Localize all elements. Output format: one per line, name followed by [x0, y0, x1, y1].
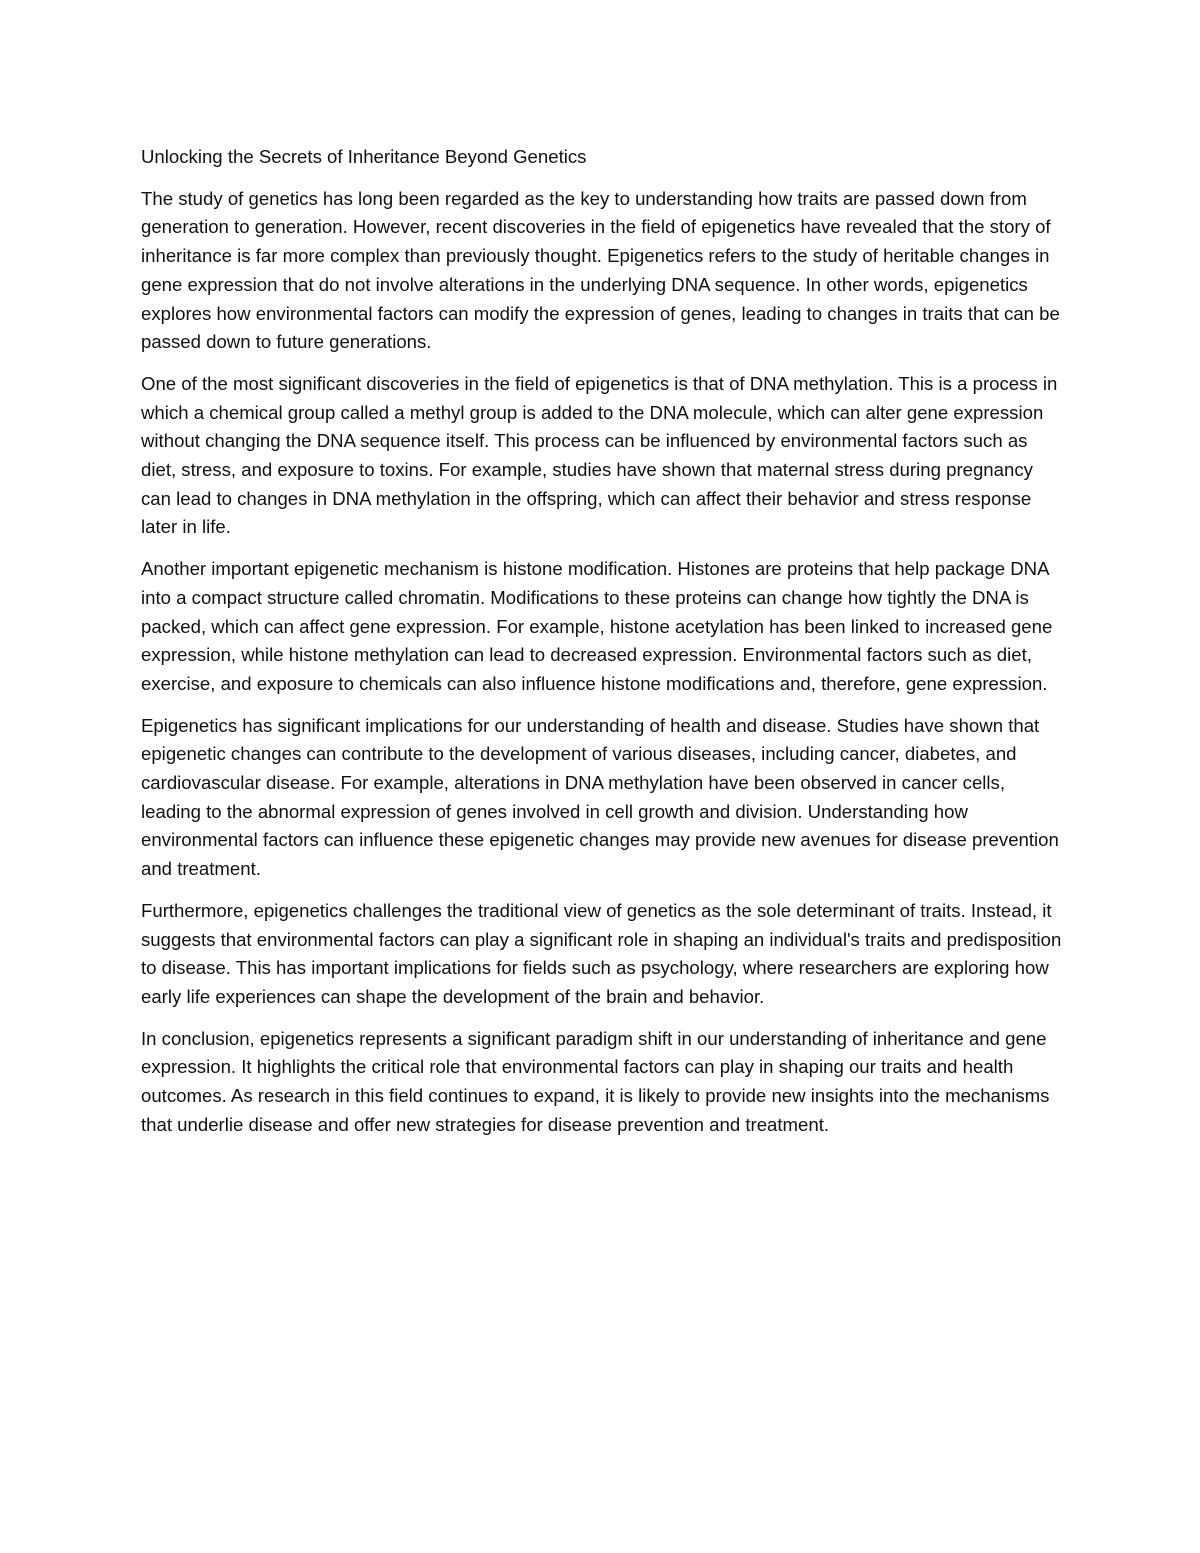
paragraph-intro: The study of genetics has long been regarded as the key to understanding how traits are passed down from generation to generation. However, recent discoveries in the field of epigenetics have revealed that the story of inheritance is far more complex than previously thought. Epigenetics refers to the study of heritable changes in gene expression that do not involve alterations in the underlying DNA sequence. In other words, epigenetics explores how environmental factors can modify the expression of genes, leading to changes in traits that can be passed down to future generations.: [141, 187, 1060, 353]
paragraph-dna-methylation: One of the most significant discoveries in the field of epigenetics is that of DNA methylation. This is a process in which a chemical group called a methyl group is added to the DNA molecule, which can alter gene expression without changing the DNA sequence itself. This process can be influenced by environmental factors such as diet, stress, and exposure to toxins. For example, studies have shown that maternal stress during pregnancy can lead to changes in DNA methylation in the offspring, which can affect their behavior and stress response later in life.: [141, 372, 1058, 538]
document-body: [141, 143, 1063, 1153]
document-title: Unlocking the Secrets of Inheritance Beyond Genetics: [141, 146, 587, 167]
paragraph-conclusion: In conclusion, epigenetics represents a significant paradigm shift in our understanding of inheritance and gene expression. It highlights the critical role that environmental factors can play in shaping our traits and health outcomes. As research in this field continues to expand, it is likely to provide new insights into the mechanisms that underlie disease and offer new strategies for disease prevention and treatment.: [141, 1027, 1050, 1135]
paragraph-health-disease: Epigenetics has significant implications for our understanding of health and disease. Studies have shown that epigenetic changes can contribute to the development of various diseases, including cancer, diabetes, and cardiovascular disease. For example, alterations in DNA methylation have been observed in cancer cells, leading to the abnormal expression of genes involved in cell growth and division. Understanding how environmental factors can influence these epigenetic changes may provide new avenues for disease prevention and treatment.: [141, 714, 1059, 880]
paragraph-traditional-view: Furthermore, epigenetics challenges the traditional view of genetics as the sole determinant of traits. Instead, it suggests that environmental factors can play a significant role in shaping an individual's traits and predisposition to disease. This has important implications for fields such as psychology, where researchers are exploring how early life experiences can shape the development of the brain and behavior.: [141, 899, 1062, 1007]
paragraph-histone-modification: Another important epigenetic mechanism is histone modification. Histones are proteins that help package DNA into a compact structure called chromatin. Modifications to these proteins can change how tightly the DNA is packed, which can affect gene expression. For example, histone acetylation has been linked to increased gene expression, while histone methylation can lead to decreased expression. Environmental factors such as diet, exercise, and exposure to chemicals can also influence histone modifications and, therefore, gene expression.: [141, 558, 1053, 694]
